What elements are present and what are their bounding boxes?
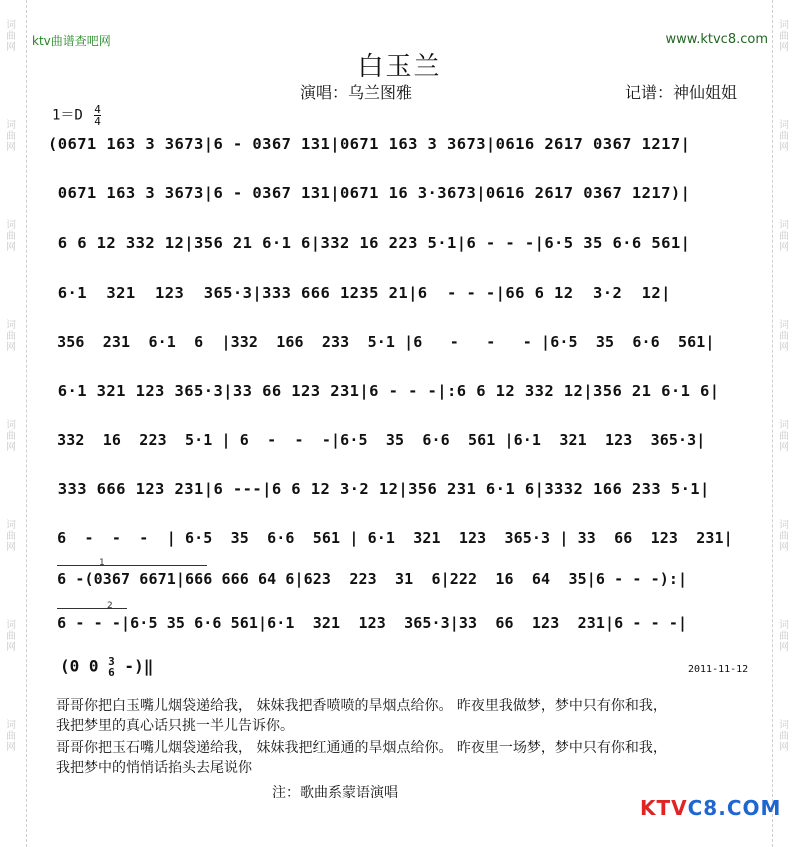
volta-number-1: 1 xyxy=(99,558,105,568)
score-row: 6·1 321 123 365·3|333 666 1235 21|6 - - -|66 6 12 3·2 12| xyxy=(48,284,671,302)
side-watermark: 词曲网 xyxy=(779,520,789,553)
side-watermark: 词曲网 xyxy=(779,20,789,53)
key-signature xyxy=(52,104,101,127)
side-watermark: 词曲网 xyxy=(779,620,789,653)
side-watermark: 词曲网 xyxy=(779,420,789,453)
score-row: 6 - - - | 6·5 35 6·6 561 | 6·1 321 123 365·3 | 33 66 123 231| xyxy=(48,529,733,547)
ending-after: -)‖ xyxy=(114,656,154,676)
site-url[interactable]: www.ktvc8.com xyxy=(665,32,768,47)
volta-bracket-2 xyxy=(57,608,127,609)
time-signature xyxy=(94,104,101,127)
side-watermark: 词曲网 xyxy=(779,720,789,753)
logo-part-c8: C8.COM xyxy=(687,796,782,820)
site-label-left[interactable]: ktv曲谱查吧网 xyxy=(32,34,111,48)
side-watermark: 词曲网 xyxy=(6,420,16,453)
key-label: 1＝D xyxy=(52,107,83,124)
left-watermark-strip xyxy=(0,0,27,847)
ending-fraction-top: 3 xyxy=(108,655,115,668)
lyric-line: 哥哥你把白玉嘴儿烟袋递给我， 妹妹我把香喷喷的旱烟点给你。 昨夜里我做梦，梦中只有你和我， xyxy=(56,698,667,714)
singer-credit: 演唱：乌兰图雅 xyxy=(300,83,413,102)
score-ending xyxy=(60,656,153,678)
ending-fraction xyxy=(108,656,115,678)
transcription-date: 2011-11-12 xyxy=(688,664,749,675)
site-logo[interactable] xyxy=(640,796,781,820)
logo-part-ktv: KTV xyxy=(640,796,688,820)
ending-before: (0 0 xyxy=(60,656,109,676)
lyric-line: 哥哥你把玉石嘴儿烟袋递给我， 妹妹我把红通通的旱烟点给你。 昨夜里一场梦，梦中只有你和我， xyxy=(56,740,667,756)
score-row: 0671 163 3 3673|6 - 0367 131|0671 16 3·3673|0616 2617 0367 1217)| xyxy=(48,184,691,202)
song-title: 白玉兰 xyxy=(357,52,442,82)
side-watermark: 词曲网 xyxy=(6,320,16,353)
ending-fraction-bottom: 6 xyxy=(108,666,115,679)
side-watermark: 词曲网 xyxy=(779,220,789,253)
side-watermark: 词曲网 xyxy=(779,320,789,353)
right-watermark-strip xyxy=(772,0,799,847)
time-signature-top: 4 xyxy=(94,103,101,116)
side-watermark: 词曲网 xyxy=(6,20,16,53)
side-watermark: 词曲网 xyxy=(779,120,789,153)
side-watermark: 词曲网 xyxy=(6,120,16,153)
transcriber-credit: 记谱：神仙姐姐 xyxy=(625,83,738,102)
volta-number-2: 2 xyxy=(107,601,113,611)
score-row: 356 231 6·1 6 |332 166 233 5·1 |6 - - - |6·5 35 6·6 561| xyxy=(48,333,715,351)
score-row: 6·1 321 123 365·3|33 66 123 231|6 - - -|:6 6 12 332 12|356 21 6·1 6| xyxy=(48,382,720,400)
side-watermark: 词曲网 xyxy=(6,720,16,753)
lyric-line: 我把梦中的悄悄话掐头去尾说你 xyxy=(56,760,252,776)
performance-note: 注：歌曲系蒙语演唱 xyxy=(272,785,398,801)
score-row: (0671 163 3 3673|6 - 0367 131|0671 163 3 3673|0616 2617 0367 1217| xyxy=(48,135,691,153)
side-watermark: 词曲网 xyxy=(6,220,16,253)
lyric-line: 我把梦里的真心话只挑一半儿告诉你。 xyxy=(56,718,294,734)
volta-bracket-1 xyxy=(57,565,207,566)
score-row: 6 -(0367 6671|666 666 64 6|623 223 31 6|222 16 64 35|6 - - -):| xyxy=(48,570,688,588)
side-watermark: 词曲网 xyxy=(6,620,16,653)
side-watermark: 词曲网 xyxy=(6,520,16,553)
score-row: 6 6 12 332 12|356 21 6·1 6|332 16 223 5·1|6 - - -|6·5 35 6·6 561| xyxy=(48,234,691,252)
score-row: 332 16 223 5·1 | 6 - - -|6·5 35 6·6 561 |6·1 321 123 365·3| xyxy=(48,431,706,449)
time-signature-bottom: 4 xyxy=(94,115,101,128)
score-row: 333 666 123 231|6 ---|6 6 12 3·2 12|356 231 6·1 6|3332 166 233 5·1| xyxy=(48,480,710,498)
score-row: 6 - - -|6·5 35 6·6 561|6·1 321 123 365·3|33 66 123 231|6 - - -| xyxy=(48,614,688,632)
